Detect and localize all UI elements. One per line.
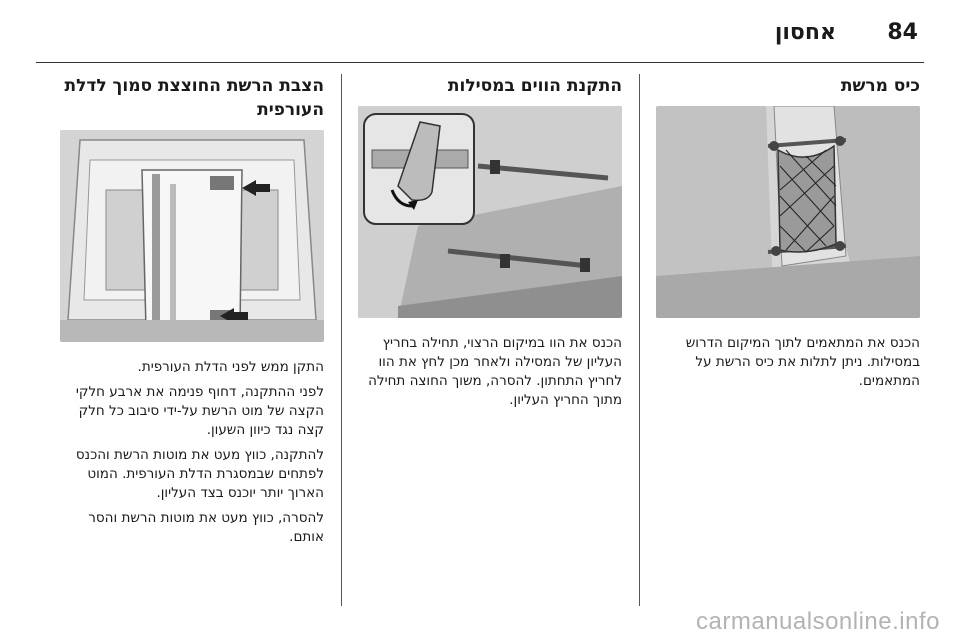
section-title: הצבת הרשת החוצצת סמוך לדלת העורפית	[64, 76, 324, 120]
section-paragraph: התקן ממש לפני הדלת העורפית.	[137, 359, 324, 375]
page-header	[36, 14, 924, 50]
section-separation-net	[60, 74, 324, 553]
net-pocket-drawing	[656, 106, 920, 318]
section-paragraph: הכנס את המתאמים לתוך המיקום הדרוש במסילות. ניתן לתלות את כיס הרשת על המתאמים.	[685, 335, 920, 389]
net-pocket-illustration	[656, 106, 920, 318]
section-body	[656, 334, 920, 391]
rail-hooks-drawing	[358, 106, 622, 318]
column-divider	[639, 74, 640, 606]
separation-net-illustration	[60, 130, 324, 342]
section-body	[60, 358, 324, 547]
header-rule	[36, 62, 924, 63]
section-title: כיס מרשת	[840, 76, 920, 96]
section-paragraph: להסרה, כווץ מעט את מוטות הרשת והסר אותם.	[88, 510, 324, 545]
separation-net-drawing	[60, 130, 324, 342]
section-paragraph: הכנס את הוו במיקום הרצוי, תחילה בחריץ העליון של המסילה ולאחר מכן לחץ את הוו לחריץ התחתון. להסרה, משוך החוצה תחילה מתוך החריץ העליון.	[368, 335, 622, 408]
section-paragraph: לפני ההתקנה, דחוף פנימה את ארבע חלקי הקצה של מוט הרשת על-ידי סיבוב כל חלק קצה נגד כיוון השעון.	[75, 384, 324, 438]
section-net-pocket	[656, 74, 920, 397]
chapter-title: אחסון	[774, 20, 836, 45]
watermark-text: carmanualsonline.info	[696, 608, 940, 635]
page-number: 84	[887, 20, 918, 45]
column-divider	[341, 74, 342, 606]
rail-hooks-illustration	[358, 106, 622, 318]
section-body	[358, 334, 622, 410]
section-rail-hooks	[358, 74, 622, 416]
section-title: התקנת הווים במסילות	[447, 76, 622, 96]
section-paragraph: להתקנה, כווץ מעט את מוטות הרשת והכנס לפתחים שבמסגרת הדלת העורפית. המוט הארוך יותר יוכנס בצד העליון.	[75, 447, 324, 501]
